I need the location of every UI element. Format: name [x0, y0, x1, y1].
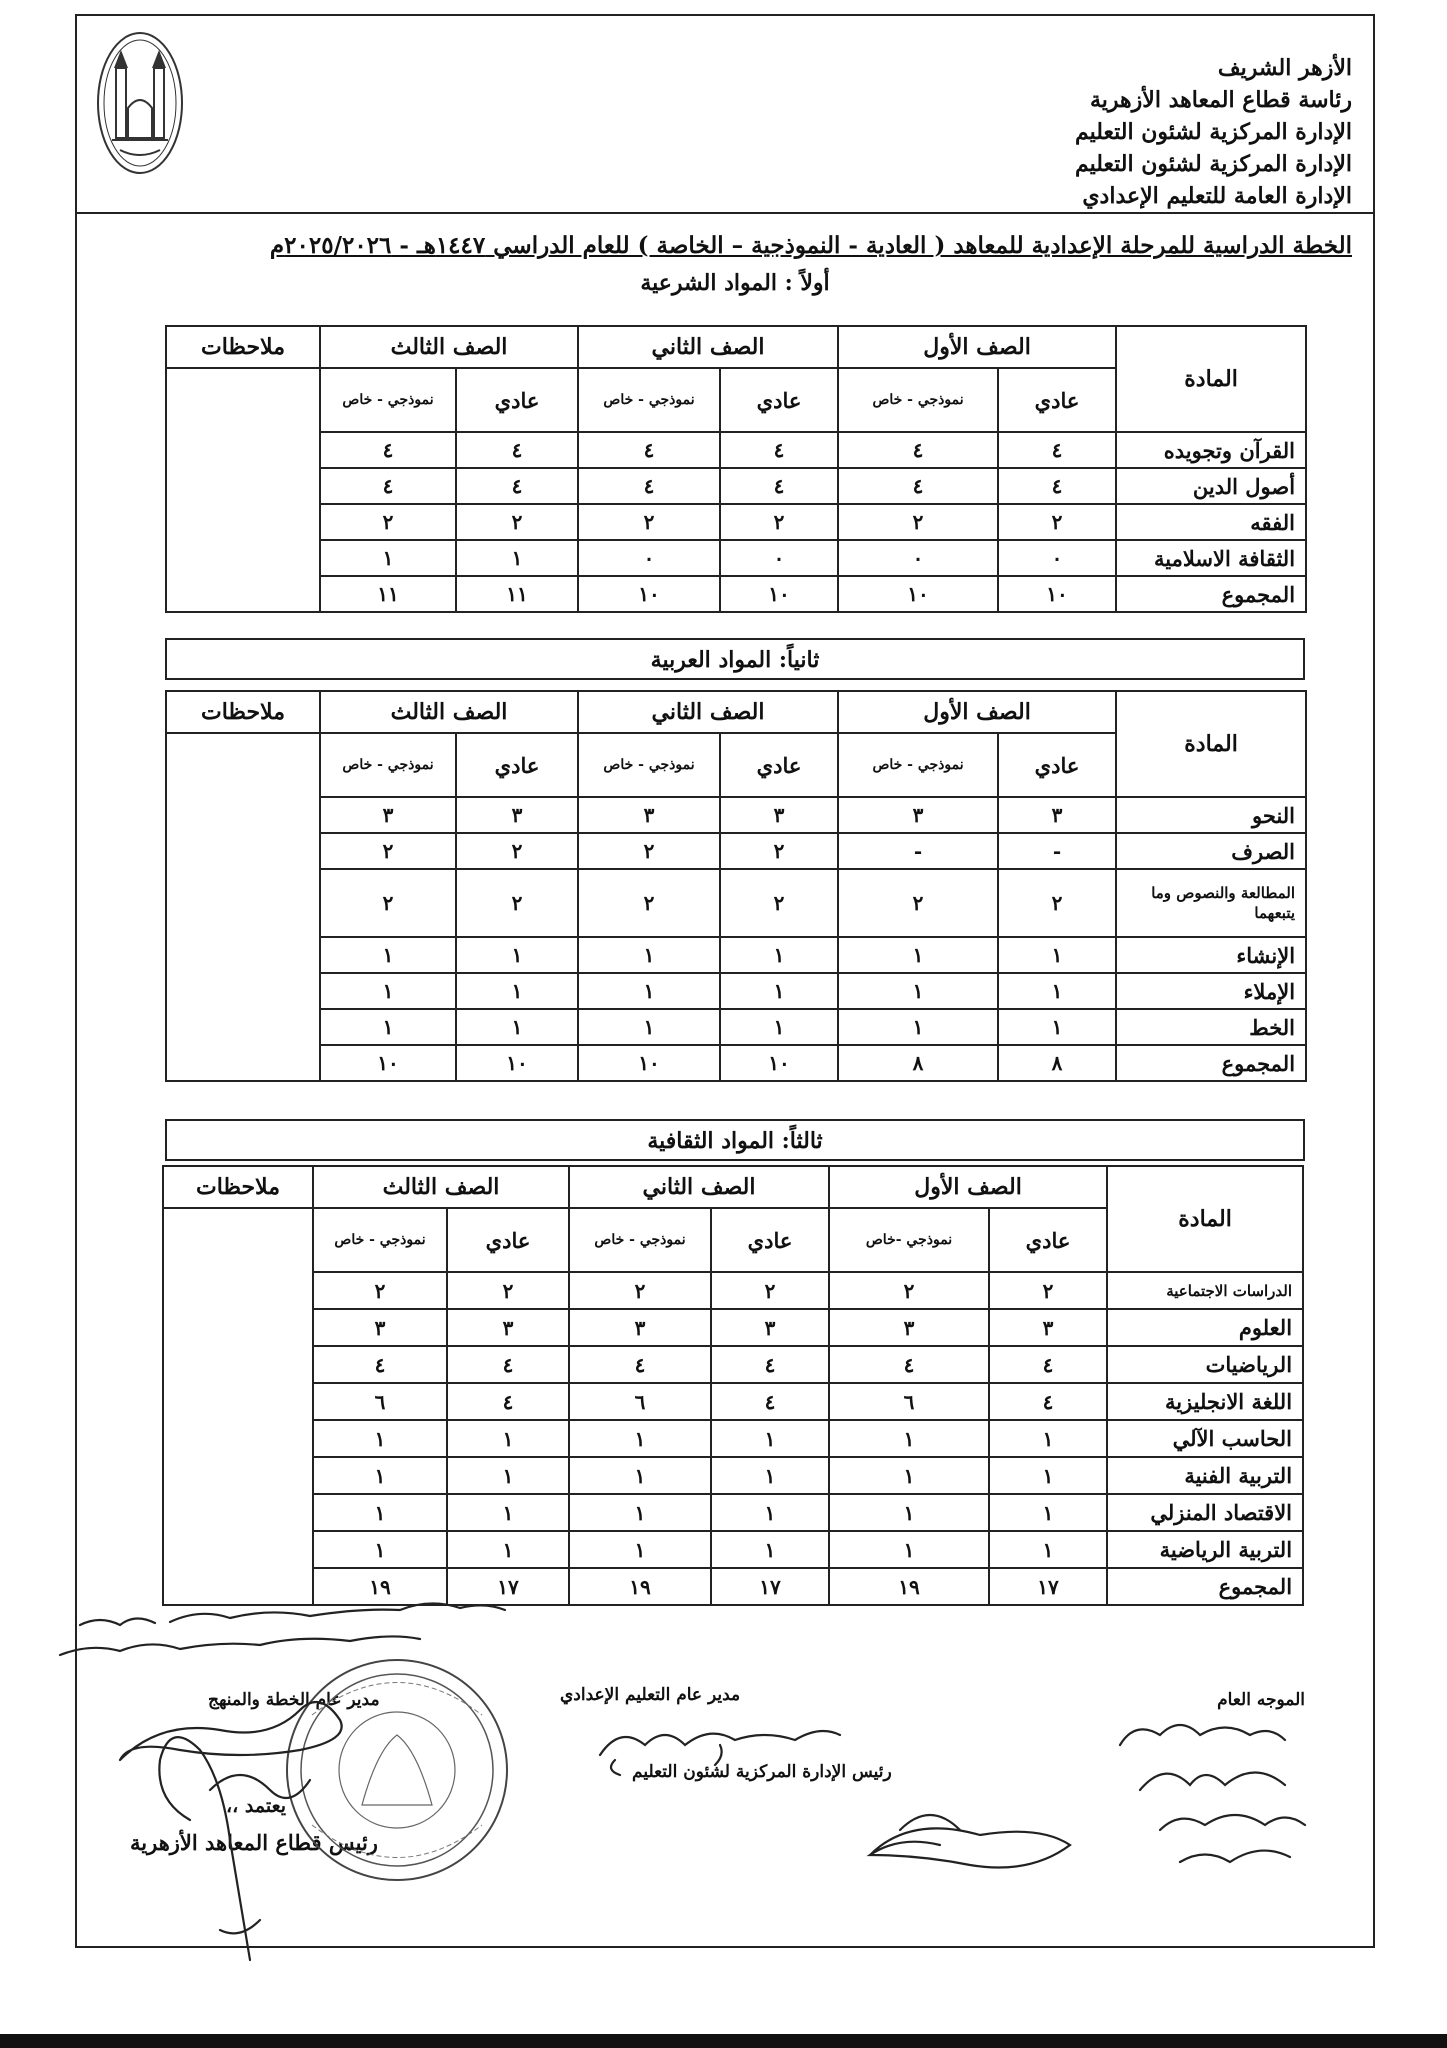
hours-value: ٦ — [313, 1383, 447, 1420]
letterhead-line: الإدارة المركزية لشئون التعليم — [1074, 119, 1352, 145]
hours-value: ٢ — [989, 1272, 1107, 1309]
hours-value: ٣ — [578, 797, 720, 833]
hours-value: ١ — [313, 1494, 447, 1531]
hours-value: ٦ — [829, 1383, 989, 1420]
hours-value: ٣ — [569, 1309, 711, 1346]
regular-subheader: عادي — [456, 368, 578, 432]
regular-subheader: عادي — [711, 1208, 829, 1272]
hours-value: ١ — [998, 973, 1116, 1009]
subject-name: الفقه — [1116, 504, 1306, 540]
hours-value: ١ — [447, 1420, 569, 1457]
hours-value: ٤ — [447, 1383, 569, 1420]
sector-head-label: رئيس قطاع المعاهد الأزهرية — [130, 1830, 378, 1855]
section-heading: أولاً : المواد الشرعية — [640, 270, 830, 296]
letterhead-line: الأزهر الشريف — [1217, 55, 1352, 81]
notes-header: ملاحظات — [166, 691, 320, 733]
grade2-header: الصف الثاني — [578, 326, 838, 368]
hours-value: ٣ — [447, 1309, 569, 1346]
grade3-header: الصف الثالث — [313, 1166, 569, 1208]
hours-value: ٨ — [838, 1045, 998, 1081]
grade2-header: الصف الثاني — [569, 1166, 829, 1208]
hours-value: ١ — [838, 1009, 998, 1045]
hours-value: ١٠ — [320, 1045, 456, 1081]
model-private-subheader: نموذجي - خاص — [320, 368, 456, 432]
hours-value: ٣ — [711, 1309, 829, 1346]
hours-value: ٢ — [447, 1272, 569, 1309]
hours-value: ١ — [711, 1420, 829, 1457]
hours-value: ١ — [313, 1457, 447, 1494]
hours-value: ٤ — [829, 1346, 989, 1383]
hours-value: ٠ — [998, 540, 1116, 576]
regular-subheader: عادي — [720, 733, 838, 797]
hours-value: ٣ — [720, 797, 838, 833]
hours-value: ١ — [456, 540, 578, 576]
hours-value: ١ — [989, 1494, 1107, 1531]
hours-value: ٢ — [569, 1272, 711, 1309]
subject-name: أصول الدين — [1116, 468, 1306, 504]
subject-name: المجموع — [1107, 1568, 1303, 1605]
hours-value: ٣ — [829, 1309, 989, 1346]
hours-value: ٨ — [998, 1045, 1116, 1081]
hours-value: ٢ — [720, 504, 838, 540]
hours-value: ١ — [320, 540, 456, 576]
hours-value: ١ — [711, 1457, 829, 1494]
hours-value: ١ — [456, 973, 578, 1009]
central-head-label: رئيس الإدارة المركزية لشئون التعليم — [632, 1762, 892, 1782]
hours-value: ١٠ — [456, 1045, 578, 1081]
hours-value: ١ — [447, 1457, 569, 1494]
hours-value: - — [998, 833, 1116, 869]
model-private-subheader: نموذجي - خاص — [569, 1208, 711, 1272]
model-private-subheader: نموذجي -خاص — [829, 1208, 989, 1272]
hours-value: ١٠ — [720, 576, 838, 612]
hours-value: ١ — [838, 973, 998, 1009]
hours-value: ٤ — [998, 468, 1116, 504]
grade2-header: الصف الثاني — [578, 691, 838, 733]
hours-value: ٢ — [711, 1272, 829, 1309]
hours-value: ١ — [720, 1009, 838, 1045]
hours-value: ١٠ — [998, 576, 1116, 612]
subject-name: المجموع — [1116, 576, 1306, 612]
subject-name: المطالعة والنصوص وما يتبعهما — [1116, 869, 1306, 937]
subject-name: اللغة الانجليزية — [1107, 1383, 1303, 1420]
hours-value: ١ — [569, 1494, 711, 1531]
model-private-subheader: نموذجي - خاص — [838, 733, 998, 797]
hours-value: ١ — [720, 973, 838, 1009]
letterhead-line: الإدارة المركزية لشئون التعليم — [1074, 151, 1352, 177]
hours-value: ٢ — [456, 504, 578, 540]
hours-value: ٢ — [720, 833, 838, 869]
hours-value: ١ — [569, 1457, 711, 1494]
regular-subheader: عادي — [720, 368, 838, 432]
hours-value: ١٩ — [313, 1568, 447, 1605]
hours-value: ٤ — [313, 1346, 447, 1383]
hours-value: ١ — [829, 1494, 989, 1531]
model-private-subheader: نموذجي - خاص — [578, 733, 720, 797]
subject-header: المادة — [1107, 1166, 1303, 1272]
subject-name: الرياضيات — [1107, 1346, 1303, 1383]
hours-value: ٢ — [578, 869, 720, 937]
hours-value: ١ — [313, 1420, 447, 1457]
subject-name: الاقتصاد المنزلي — [1107, 1494, 1303, 1531]
hours-value: ١٠ — [578, 576, 720, 612]
hours-value: ٢ — [829, 1272, 989, 1309]
hours-value: ١٧ — [447, 1568, 569, 1605]
hours-value: ١ — [456, 937, 578, 973]
hours-value: ١٧ — [711, 1568, 829, 1605]
hours-value: ٣ — [313, 1309, 447, 1346]
hours-value: ٤ — [456, 468, 578, 504]
subject-name: الدراسات الاجتماعية — [1107, 1272, 1303, 1309]
grade1-header: الصف الأول — [829, 1166, 1107, 1208]
hours-value: ١ — [711, 1531, 829, 1568]
hours-value: ٢ — [998, 504, 1116, 540]
page-title: الخطة الدراسية للمرحلة الإعدادية للمعاهد ( العادية - النموذجية – الخاصة ) للعام الدراسي ١٤٤٧هـ - ٢٠٢٥/٢٠٢٦م — [269, 232, 1352, 259]
hours-value: - — [838, 833, 998, 869]
hours-value: ٣ — [456, 797, 578, 833]
hours-value: ٤ — [711, 1383, 829, 1420]
hours-value: ١ — [569, 1420, 711, 1457]
grade3-header: الصف الثالث — [320, 326, 578, 368]
hours-value: ٢ — [720, 869, 838, 937]
letterhead-line: رئاسة قطاع المعاهد الأزهرية — [1090, 87, 1352, 113]
hours-value: ١ — [720, 937, 838, 973]
hours-value: ١٩ — [829, 1568, 989, 1605]
hours-value: ١ — [313, 1531, 447, 1568]
hours-value: ٤ — [578, 432, 720, 468]
model-private-subheader: نموذجي - خاص — [313, 1208, 447, 1272]
regular-subheader: عادي — [998, 368, 1116, 432]
subject-name: الثقافة الاسلامية — [1116, 540, 1306, 576]
hours-value: ١ — [711, 1494, 829, 1531]
hours-value: ٢ — [320, 504, 456, 540]
subject-name: الحاسب الآلي — [1107, 1420, 1303, 1457]
hours-value: ١ — [989, 1420, 1107, 1457]
hours-value: ١ — [447, 1494, 569, 1531]
hours-value: ٤ — [711, 1346, 829, 1383]
hours-value: ٣ — [320, 797, 456, 833]
hours-value: ١ — [456, 1009, 578, 1045]
subject-name: الخط — [1116, 1009, 1306, 1045]
hours-value: ١ — [578, 1009, 720, 1045]
hours-value: ١ — [838, 937, 998, 973]
hours-value: ٤ — [456, 432, 578, 468]
hours-value: ٣ — [838, 797, 998, 833]
hours-value: ٤ — [838, 468, 998, 504]
grade1-header: الصف الأول — [838, 691, 1116, 733]
subject-name: المجموع — [1116, 1045, 1306, 1081]
hours-value: ٢ — [320, 833, 456, 869]
hours-value: ١ — [989, 1531, 1107, 1568]
hours-value: ١ — [829, 1420, 989, 1457]
hours-value: ١ — [998, 1009, 1116, 1045]
subject-name: الصرف — [1116, 833, 1306, 869]
subject-name: التربية الرياضية — [1107, 1531, 1303, 1568]
hours-value: ١ — [320, 973, 456, 1009]
hours-value: ١٠ — [720, 1045, 838, 1081]
hours-value: ٤ — [447, 1346, 569, 1383]
hours-value: ٢ — [838, 869, 998, 937]
hours-value: ١ — [578, 937, 720, 973]
hours-value: ١ — [829, 1457, 989, 1494]
hours-value: ٢ — [456, 869, 578, 937]
section-heading: ثانياً: المواد العربية — [165, 638, 1305, 680]
regular-subheader: عادي — [989, 1208, 1107, 1272]
regular-subheader: عادي — [447, 1208, 569, 1272]
hours-value: ٦ — [569, 1383, 711, 1420]
subject-name: التربية الفنية — [1107, 1457, 1303, 1494]
hours-value: ٣ — [998, 797, 1116, 833]
hours-value: ٢ — [320, 869, 456, 937]
subject-name: القرآن وتجويده — [1116, 432, 1306, 468]
hours-value: ١ — [569, 1531, 711, 1568]
hours-value: ٢ — [456, 833, 578, 869]
hours-value: ١ — [447, 1531, 569, 1568]
scan-edge-bar — [0, 2034, 1447, 2048]
hours-value: ١٩ — [569, 1568, 711, 1605]
letterhead-line: الإدارة العامة للتعليم الإعدادي — [1082, 183, 1352, 209]
hours-value: ١ — [989, 1457, 1107, 1494]
hours-value: ٤ — [838, 432, 998, 468]
grade3-header: الصف الثالث — [320, 691, 578, 733]
hours-value: ٤ — [989, 1346, 1107, 1383]
hours-value: ١٧ — [989, 1568, 1107, 1605]
hours-value: ٤ — [998, 432, 1116, 468]
hours-value: ٤ — [720, 468, 838, 504]
hours-value: ١١ — [456, 576, 578, 612]
notes-header: ملاحظات — [163, 1166, 313, 1208]
hours-value: ١٠ — [838, 576, 998, 612]
subject-name: النحو — [1116, 797, 1306, 833]
regular-subheader: عادي — [998, 733, 1116, 797]
subject-header: المادة — [1116, 691, 1306, 797]
hours-value: ٠ — [578, 540, 720, 576]
hours-value: ٤ — [720, 432, 838, 468]
hours-value: ١ — [998, 937, 1116, 973]
hours-value: ١ — [320, 1009, 456, 1045]
subject-name: الإملاء — [1116, 973, 1306, 1009]
hours-value: ٤ — [578, 468, 720, 504]
hours-value: ٢ — [578, 833, 720, 869]
subject-header: المادة — [1116, 326, 1306, 432]
plan-director-label: مدير عام الخطة والمنهج — [208, 1690, 380, 1710]
model-private-subheader: نموذجي - خاص — [320, 733, 456, 797]
hours-value: ١ — [578, 973, 720, 1009]
hours-value: ٢ — [578, 504, 720, 540]
prep-director-label: مدير عام التعليم الإعدادي — [560, 1685, 741, 1705]
hours-value: ٣ — [989, 1309, 1107, 1346]
hours-value: ٠ — [838, 540, 998, 576]
approve-label: يعتمد ،، — [226, 1795, 287, 1817]
section-heading: ثالثاً: المواد الثقافية — [165, 1119, 1305, 1161]
hours-value: ٠ — [720, 540, 838, 576]
hours-value: ١ — [320, 937, 456, 973]
hours-value: ١٠ — [578, 1045, 720, 1081]
hours-value: ٢ — [313, 1272, 447, 1309]
subject-name: الإنشاء — [1116, 937, 1306, 973]
notes-header: ملاحظات — [166, 326, 320, 368]
hours-value: ١١ — [320, 576, 456, 612]
model-private-subheader: نموذجي - خاص — [838, 368, 998, 432]
subject-name: العلوم — [1107, 1309, 1303, 1346]
grade1-header: الصف الأول — [838, 326, 1116, 368]
model-private-subheader: نموذجي - خاص — [578, 368, 720, 432]
general-supervisor-label: الموجه العام — [1217, 1690, 1305, 1710]
regular-subheader: عادي — [456, 733, 578, 797]
hours-value: ٤ — [320, 468, 456, 504]
hours-value: ٤ — [989, 1383, 1107, 1420]
hours-value: ٢ — [838, 504, 998, 540]
hours-value: ٤ — [320, 432, 456, 468]
hours-value: ٤ — [569, 1346, 711, 1383]
hours-value: ٢ — [998, 869, 1116, 937]
hours-value: ١ — [829, 1531, 989, 1568]
